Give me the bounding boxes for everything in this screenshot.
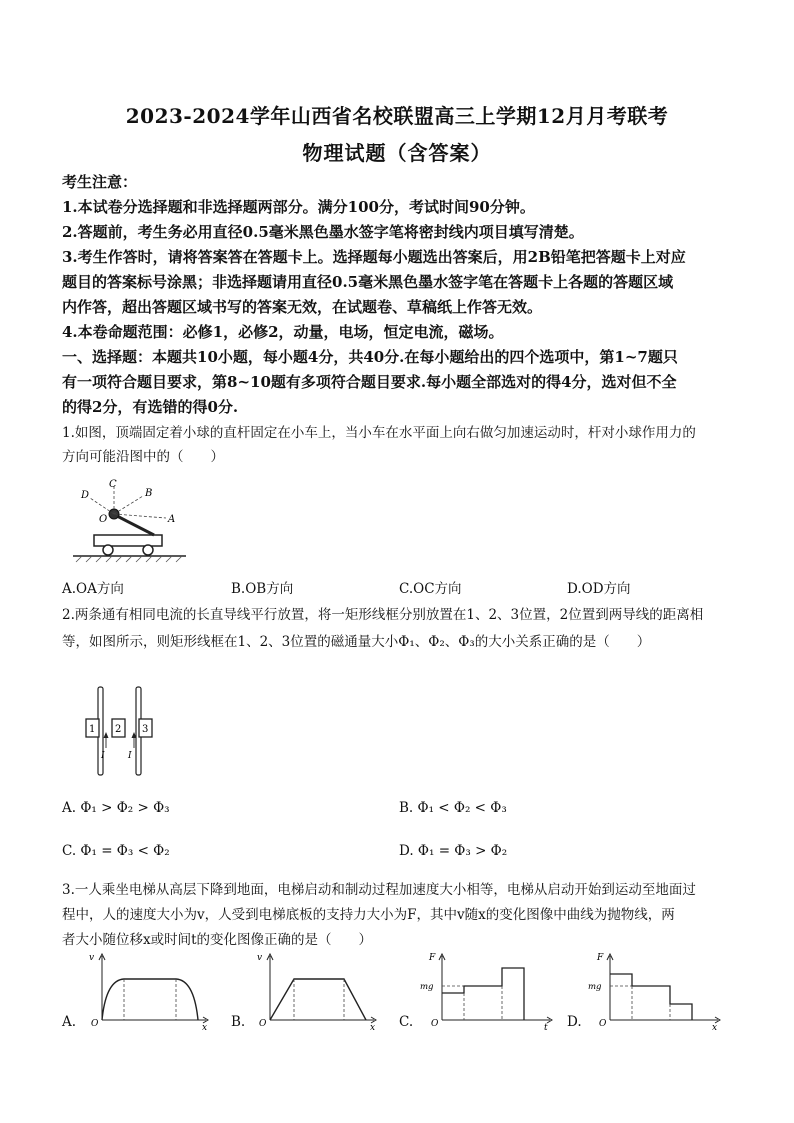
graph-d-xlabel: x [712,1023,718,1032]
position-2-label: 2 [115,724,122,735]
notice-item: 4.本卷命题范围：必修1，必修2，动量，电场，恒定电流，磁场。 [62,323,504,341]
graph-a [84,952,214,1032]
section-instructions: 的得2分，有选错的得0分. [62,398,239,416]
notice-item: 2.答题前，考生务必用直径0.5毫米黑色墨水签字笔将密封线内项目填写清楚。 [62,223,584,241]
current-label-1: I [101,751,105,761]
question-1-text: 方向可能沿图中的（ ） [62,449,224,465]
graph-a-ylabel: v [89,953,95,963]
q1-option-a: A.OA方向 [62,581,124,597]
graph-b-origin: O [259,1019,267,1029]
q1-option-c: C.OC方向 [399,581,462,597]
q1-option-b: B.OB方向 [231,581,294,597]
label-o: O [99,514,108,525]
notice-item: 内作答，超出答题区域书写的答案无效，在试题卷、草稿纸上作答无效。 [62,298,543,316]
graph-b [252,952,382,1032]
question-3-text: 程中，人的速度大小为v，人受到电梯底板的支持力大小为F，其中v随x的变化图像中曲线为抛物线，两 [62,907,675,923]
section-instructions: 有一项符合题目要求，第8~10题有多项符合题目要求.每小题全部选对的得4分，选对但不全 [62,373,677,391]
notice-item: 3.考生作答时，请将答案答在答题卡上。选择题每小题选出答案后，用2B铅笔把答题卡上对应 [62,248,686,266]
question-2-text: 等，如图所示，则矩形线框在1、2、3位置的磁通量大小Φ₁、Φ₂、Φ₃的大小关系正确的是（ ） [62,634,651,650]
section-instructions: 一、选择题：本题共10小题，每小题4分，共40分.在每小题给出的四个选项中，第1~7题只 [62,348,678,366]
cart-figure [68,478,198,566]
graph-d-ylabel: F [597,953,604,963]
question-2-text: 2.两条通有相同电流的长直导线平行放置，将一矩形线框分别放置在1、2、3位置，2位置到两导线的距离相 [62,607,704,623]
label-a: A [168,514,176,525]
graph-d-mg: mg [588,982,602,992]
q2-option-d: D. Φ₁ = Φ₃ > Φ₂ [399,843,508,859]
question-3-text: 3.一人乘坐电梯从高层下降到地面，电梯启动和制动过程加速度大小相等，电梯从启动开始到运动至地面过 [62,882,696,898]
q3-option-b-label: B. [231,1014,246,1030]
q2-option-a: A. Φ₁ > Φ₂ > Φ₃ [62,800,170,816]
graph-a-origin: O [91,1019,99,1029]
graph-b-xlabel: x [370,1023,376,1032]
q3-option-d-label: D. [567,1014,582,1030]
position-1-label: 1 [89,724,96,735]
label-b: B [145,488,153,499]
exam-subtitle: 物理试题（含答案） [302,141,492,165]
q3-option-c-label: C. [399,1014,414,1030]
q2-option-b: B. Φ₁ < Φ₂ < Φ₃ [399,800,507,816]
q1-option-d: D.OD方向 [567,581,631,597]
notice-item: 1.本试卷分选择题和非选择题两部分。满分100分，考试时间90分钟。 [62,198,535,216]
q2-option-c: C. Φ₁ = Φ₃ < Φ₂ [62,843,170,859]
wires-figure [72,684,172,780]
label-c: C [109,479,117,490]
graph-b-ylabel: v [257,953,263,963]
graph-c-origin: O [431,1019,439,1029]
notice-item: 题目的答案标号涂黑；非选择题请用直径0.5毫米黑色墨水签字笔在答题卡上各题的答题区域 [62,273,674,291]
notice-heading: 考生注意： [62,173,138,191]
current-label-2: I [128,751,132,761]
question-3-text: 者大小随位移x或时间t的变化图像正确的是（ ） [62,932,373,948]
graph-c-xlabel: t [544,1023,548,1032]
position-3-label: 3 [142,724,149,735]
graph-d [586,952,726,1032]
exam-title: 2023-2024学年山西省名校联盟高三上学期12月月考联考 [125,104,669,128]
label-d: D [81,490,90,501]
graph-c-mg: mg [420,982,434,992]
question-1-text: 1.如图，顶端固定着小球的直杆固定在小车上，当小车在水平面上向右做匀加速运动时，杆对小球作用力的 [62,425,696,441]
graph-a-xlabel: x [202,1023,208,1032]
q3-option-a-label: A. [62,1014,77,1030]
graph-d-origin: O [599,1019,607,1029]
graph-c [418,952,558,1032]
graph-c-ylabel: F [429,953,436,963]
